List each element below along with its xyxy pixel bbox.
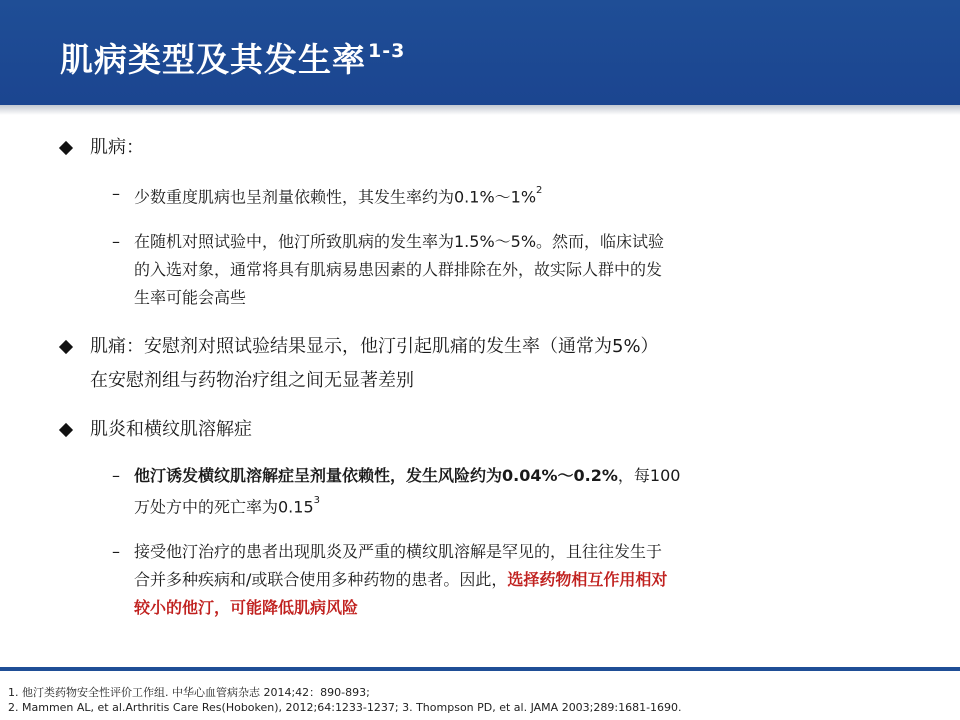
subitem-line: 生率可能会高些 (134, 288, 247, 307)
diamond-bullet-icon (60, 341, 72, 353)
subitem-line: 接受他汀治疗的患者出现肌炎及严重的横纹肌溶解是罕见的，且往往发生于 (134, 542, 663, 561)
dash-marker: – (112, 542, 120, 561)
bullet-line: 在安慰剂组与药物治疗组之间无显著差别 (90, 370, 414, 391)
subitem-line (134, 566, 667, 593)
reference-line: 1. 他汀类药物安全性评价工作组. 中华心血管病杂志 2014;42：890-893; (8, 686, 370, 699)
citation: 3 (313, 495, 321, 506)
subitem-d-plain: 合并多种疾病和/或联合使用多种药物的患者。因此， (134, 570, 508, 589)
highlight-text: 较小的他汀，可能降低肌病风险 (134, 598, 359, 617)
subitem-c-rest: ，每100 (617, 466, 681, 485)
subitem-c-line2: 万处方中的死亡率为0.15 (134, 497, 314, 517)
dash-marker: – (112, 466, 120, 485)
title-text: 肌病类型及其发生率 (60, 40, 366, 79)
subitem-line: 的入选对象，通常将具有肌病易患因素的人群排除在外，故实际人群中的发 (134, 260, 663, 279)
slide-title (60, 34, 405, 81)
subitem-line (134, 490, 320, 520)
reference-line: 2. Mammen AL, et al.Arthritis Care Res(Hoboken), 2012;64:1233-1237; 3. Thompson PD, et al. JAMA 2003;289:1681-1690. (8, 701, 682, 714)
diamond-bullet-icon (60, 142, 72, 154)
dash-marker: – (112, 184, 120, 203)
subitem-line: 在随机对照试验中，他汀所致肌病的发生率为1.5%～5%。然而，临床试验 (134, 232, 665, 251)
bullet-label: 肌病： (90, 137, 144, 158)
subitem-a-text: 少数重度肌病也呈剂量依赖性，其发生率约为0.1%～1% (134, 187, 537, 207)
footer-divider (0, 667, 960, 671)
banner-shadow (0, 105, 960, 115)
diamond-bullet-icon (60, 424, 72, 436)
title-citation: 1-3 (368, 40, 406, 62)
bullet-line: 肌痛：安慰剂对照试验结果显示，他汀引起肌痛的发生率（通常为5%） (90, 336, 659, 357)
subitem-line (134, 462, 680, 489)
citation: 2 (536, 185, 543, 196)
dash-marker: – (112, 232, 120, 251)
highlight-text: 选择药物相互作用相对 (507, 570, 668, 589)
bullet-label: 肌炎和横纹肌溶解症 (90, 419, 252, 440)
subitem-text (134, 180, 542, 210)
emphasis-text: 他汀诱发横纹肌溶解症呈剂量依赖性，发生风险约为0.04%～0.2% (134, 466, 618, 485)
